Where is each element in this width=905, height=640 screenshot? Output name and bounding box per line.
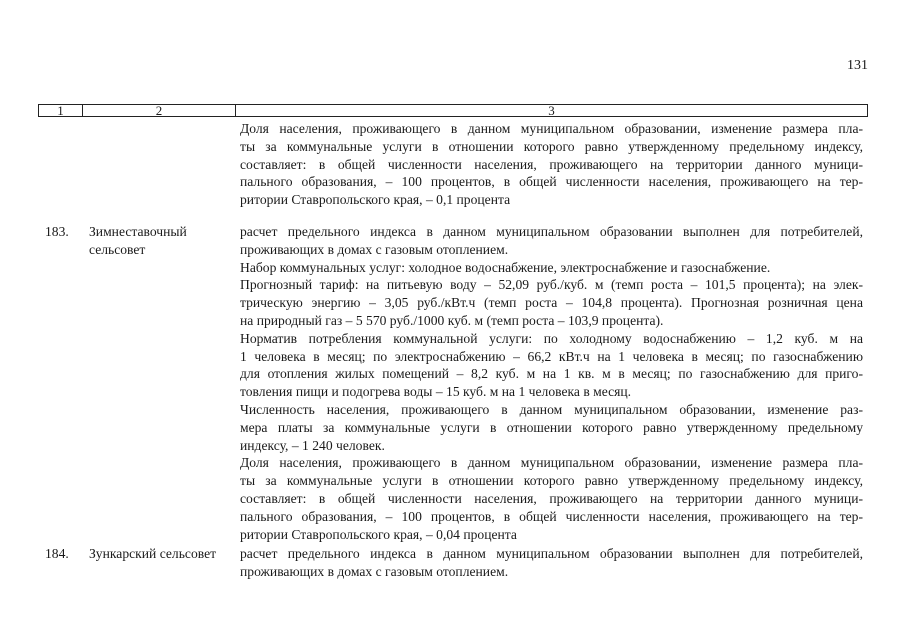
entry-name-line: сельсовет: [89, 241, 146, 257]
text-line: пального образования, – 100 процентов, в общей численности населения, проживающего на тер-: [240, 174, 863, 190]
text-line: ритории Ставропольского края, – 0,04 процента: [240, 526, 517, 542]
text-line: ты за коммунальные услуги в отношении которого равно утвержденному предельному индексу,: [240, 473, 863, 489]
text-line: составляет: в общей численности населения, проживающего на территории данного муници-: [240, 490, 863, 506]
text-line: 1 человека в месяц; по электроснабжению – 66,2 кВт.ч на 1 человека в месяц; по газоснабжению: [240, 348, 863, 364]
text-line: составляет: в общей численности населения, проживающего на территории данного муници-: [240, 156, 863, 172]
page-number: 131: [847, 58, 868, 73]
text-line: индексу, – 1 240 человек.: [240, 437, 385, 453]
text-line: ритории Ставропольского края, – 0,1 процента: [240, 192, 511, 208]
entry-number: 183.: [45, 224, 69, 239]
text-line: расчет предельного индекса в данном муниципальном образовании выполнен для потребителей,: [240, 224, 863, 239]
text-line: проживающих в домах с газовым отоплением.: [240, 563, 509, 579]
text-line: Доля населения, проживающего в данном муниципальном образовании, изменение размера пла-: [240, 455, 863, 471]
table-header-row: [38, 104, 868, 117]
entry-name: [89, 545, 237, 563]
entry-name-line: Зункарский сельсовет: [89, 546, 217, 561]
text-line: на природный газ – 5 570 руб./1000 куб. м (темп роста – 103,9 процента).: [240, 312, 664, 328]
text-line: Норматив потребления коммунальной услуги: по холодному водоснабжению – 1,2 куб. м на: [240, 330, 863, 346]
column-2-header: 2: [83, 105, 236, 116]
continuation-text-block: [240, 120, 863, 209]
text-line: ты за коммунальные услуги в отношении которого равно утвержденному предельному индексу,: [240, 138, 863, 154]
text-line: мера платы за коммунальные услуги в отношении которого равно утвержденному предельному: [240, 419, 863, 435]
text-line: трическую энергию – 3,05 руб./кВт.ч (темп роста – 104,8 процента). Прогнозная розничная цена: [240, 295, 863, 311]
entry-number: 184.: [45, 546, 69, 561]
text-line: для отопления жилых помещений – 8,2 куб. м на 1 кв. м в месяц; по газоснабжению для приго-: [240, 366, 863, 382]
text-line: Доля населения, проживающего в данном муниципальном образовании, изменение размера пла-: [240, 121, 863, 136]
column-3-header: 3: [548, 103, 555, 118]
entry-name: [89, 223, 237, 259]
text-line: Численность населения, проживающего в данном муниципальном образовании, изменение раз-: [240, 401, 863, 417]
entry-text-block: [240, 223, 863, 543]
column-1-header: 1: [39, 105, 83, 116]
text-line: проживающих в домах с газовым отоплением.: [240, 241, 509, 257]
text-line: Прогнозный тариф: на питьевую воду – 52,09 руб./куб. м (темп роста – 101,5 процента); на элек-: [240, 277, 863, 293]
text-line: Набор коммунальных услуг: холодное водоснабжение, электроснабжение и газоснабжение.: [240, 259, 771, 275]
text-line: пального образования, – 100 процентов, в общей численности населения, проживающего на тер-: [240, 508, 863, 524]
entry-name-line: Зимнеставочный: [89, 224, 187, 239]
entry-text-block: [240, 545, 863, 581]
text-line: расчет предельного индекса в данном муниципальном образовании выполнен для потребителей,: [240, 546, 863, 561]
text-line: товления пищи и подогрева воды – 15 куб. м на 1 человека в месяц.: [240, 384, 632, 400]
